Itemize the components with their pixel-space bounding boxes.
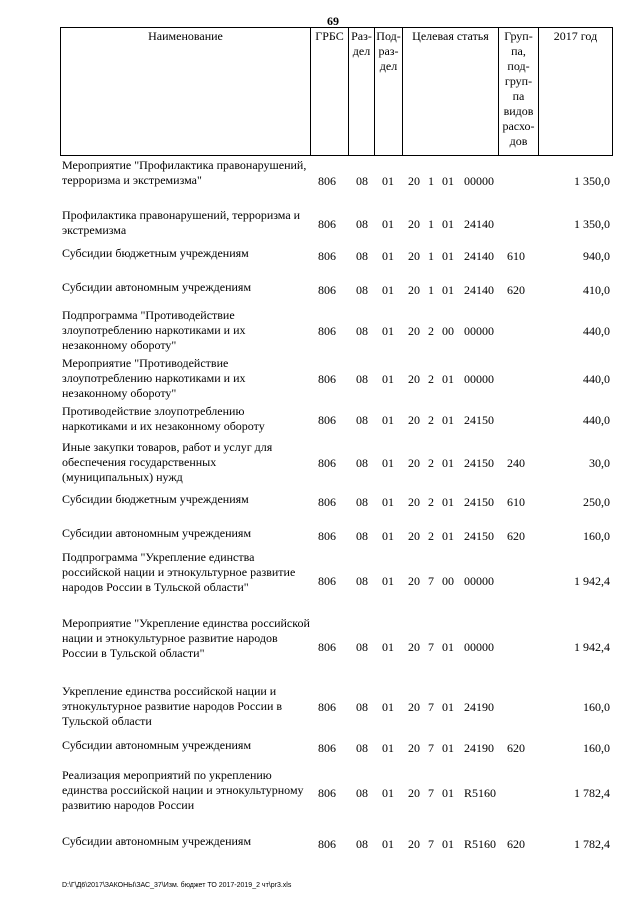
row-measure: 01 (442, 640, 454, 654)
row-measure: 01 (442, 174, 454, 188)
header-year: 2017 год (539, 28, 613, 156)
row-amount: 250,0 (583, 495, 610, 509)
row-grbs: 806 (318, 174, 336, 188)
row-program: 20 (408, 249, 420, 263)
row-expense-type: 620 (507, 837, 525, 851)
header-name: Наименование (61, 28, 311, 156)
row-name: Профилактика правонарушений, терроризма и экстремизма (62, 208, 301, 237)
row-amount: 440,0 (583, 372, 610, 386)
row-name: Противодействие злоупотреблению наркотиками и их незаконному обороту (62, 404, 265, 433)
table-row (60, 404, 616, 436)
row-podrazdel: 01 (382, 372, 394, 386)
row-code: 24150 (464, 413, 494, 427)
row-subprogram: 7 (428, 640, 434, 654)
table-row (60, 208, 616, 240)
row-subprogram: 2 (428, 372, 434, 386)
row-measure: 01 (442, 786, 454, 800)
row-amount: 440,0 (583, 324, 610, 338)
row-grbs: 806 (318, 640, 336, 654)
row-name: Иные закупки товаров, работ и услуг для обеспечения государственных (муниципальных) нужд (62, 440, 273, 484)
row-subprogram: 2 (428, 413, 434, 427)
row-subprogram: 2 (428, 495, 434, 509)
table-row (60, 440, 616, 486)
row-name: Субсидии автономным учреждениям (62, 834, 252, 848)
row-grbs: 806 (318, 495, 336, 509)
row-amount: 160,0 (583, 529, 610, 543)
row-subprogram: 7 (428, 837, 434, 851)
table-row (60, 684, 616, 730)
row-measure: 00 (442, 324, 454, 338)
row-program: 20 (408, 217, 420, 231)
row-program: 20 (408, 640, 420, 654)
row-grbs: 806 (318, 456, 336, 470)
row-expense-type: 620 (507, 529, 525, 543)
row-subprogram: 1 (428, 283, 434, 297)
row-razdel: 08 (356, 372, 368, 386)
row-expense-type: 610 (507, 249, 525, 263)
row-program: 20 (408, 456, 420, 470)
row-name: Субсидии бюджетным учреждениям (62, 492, 249, 506)
row-code: R5160 (464, 837, 497, 851)
row-program: 20 (408, 741, 420, 755)
row-grbs: 806 (318, 283, 336, 297)
table-row (60, 768, 616, 818)
row-name: Реализация мероприятий по укреплению единства российской нации и этнокультурному развитию народов России (62, 768, 304, 812)
row-subprogram: 7 (428, 786, 434, 800)
row-measure: 01 (442, 249, 454, 263)
row-code: 24150 (464, 529, 494, 543)
row-razdel: 08 (356, 786, 368, 800)
row-program: 20 (408, 413, 420, 427)
row-code: 24190 (464, 741, 494, 755)
row-program: 20 (408, 574, 420, 588)
row-measure: 01 (442, 837, 454, 851)
row-name: Субсидии автономным учреждениям (62, 280, 252, 294)
row-podrazdel: 01 (382, 456, 394, 470)
row-amount: 1 350,0 (574, 174, 610, 188)
row-amount: 1 942,4 (574, 574, 610, 588)
row-subprogram: 2 (428, 456, 434, 470)
table-row (60, 616, 616, 678)
row-podrazdel: 01 (382, 324, 394, 338)
table-row (60, 738, 616, 758)
row-subprogram: 2 (428, 529, 434, 543)
row-measure: 01 (442, 283, 454, 297)
row-amount: 1 782,4 (574, 837, 610, 851)
row-grbs: 806 (318, 529, 336, 543)
table-row (60, 246, 616, 266)
row-code: 00000 (464, 372, 494, 386)
row-razdel: 08 (356, 217, 368, 231)
header-razdel: Раз- дел (349, 28, 375, 156)
row-subprogram: 7 (428, 574, 434, 588)
file-path-footer: D:\Г\Д6\2017\ЗАКОНЫ\ЗАС_37\Изм. бюджет ТО 2017-2019_2 чт\pr3.xls (62, 882, 292, 889)
row-grbs: 806 (318, 574, 336, 588)
table-header (60, 27, 613, 156)
row-amount: 410,0 (583, 283, 610, 297)
row-code: 24140 (464, 249, 494, 263)
row-razdel: 08 (356, 283, 368, 297)
row-amount: 940,0 (583, 249, 610, 263)
table-row (60, 158, 616, 204)
row-podrazdel: 01 (382, 413, 394, 427)
row-podrazdel: 01 (382, 249, 394, 263)
table-row (60, 308, 616, 354)
row-measure: 01 (442, 372, 454, 386)
row-podrazdel: 01 (382, 495, 394, 509)
row-podrazdel: 01 (382, 700, 394, 714)
row-razdel: 08 (356, 324, 368, 338)
row-grbs: 806 (318, 741, 336, 755)
row-grbs: 806 (318, 837, 336, 851)
row-measure: 00 (442, 574, 454, 588)
row-amount: 1 782,4 (574, 786, 610, 800)
row-name: Мероприятие "Профилактика правонарушений, терроризма и экстремизма" (62, 158, 307, 187)
row-podrazdel: 01 (382, 741, 394, 755)
header-target: Целевая статья (403, 28, 499, 156)
row-program: 20 (408, 372, 420, 386)
table-row (60, 356, 616, 402)
row-podrazdel: 01 (382, 283, 394, 297)
row-podrazdel: 01 (382, 574, 394, 588)
row-name: Субсидии автономным учреждениям (62, 738, 252, 752)
row-program: 20 (408, 174, 420, 188)
row-program: 20 (408, 837, 420, 851)
row-name: Подпрограмма "Противодействие злоупотреблению наркотиками и их незаконному обороту" (62, 308, 246, 352)
row-grbs: 806 (318, 372, 336, 386)
page-number: 69 (327, 14, 339, 28)
row-program: 20 (408, 324, 420, 338)
row-expense-type: 620 (507, 283, 525, 297)
row-code: R5160 (464, 786, 497, 800)
header-podrazdel: Под- раз- дел (375, 28, 403, 156)
table-row (60, 526, 616, 546)
row-amount: 160,0 (583, 700, 610, 714)
table-row (60, 550, 616, 612)
row-code: 24190 (464, 700, 494, 714)
row-razdel: 08 (356, 495, 368, 509)
row-amount: 30,0 (589, 456, 610, 470)
row-measure: 01 (442, 495, 454, 509)
row-amount: 440,0 (583, 413, 610, 427)
row-grbs: 806 (318, 324, 336, 338)
row-name: Мероприятие "Укрепление единства российской нации и этнокультурное развитие народов России в Тульской области" (62, 616, 310, 660)
row-podrazdel: 01 (382, 217, 394, 231)
row-podrazdel: 01 (382, 640, 394, 654)
row-razdel: 08 (356, 174, 368, 188)
row-razdel: 08 (356, 574, 368, 588)
row-name: Подпрограмма "Укрепление единства российской нации и этнокультурное развитие народов России в Тульской области" (62, 550, 296, 594)
row-name: Укрепление единства российской нации и этнокультурное развитие народов России в Тульской области (62, 684, 283, 728)
table-row (60, 834, 616, 854)
row-podrazdel: 01 (382, 786, 394, 800)
row-podrazdel: 01 (382, 174, 394, 188)
row-subprogram: 1 (428, 217, 434, 231)
row-grbs: 806 (318, 249, 336, 263)
row-subprogram: 7 (428, 741, 434, 755)
row-amount: 1 350,0 (574, 217, 610, 231)
row-measure: 01 (442, 413, 454, 427)
row-name: Субсидии автономным учреждениям (62, 526, 252, 540)
row-razdel: 08 (356, 529, 368, 543)
row-grbs: 806 (318, 786, 336, 800)
row-grbs: 806 (318, 413, 336, 427)
row-program: 20 (408, 700, 420, 714)
row-amount: 1 942,4 (574, 640, 610, 654)
row-measure: 01 (442, 456, 454, 470)
row-subprogram: 1 (428, 174, 434, 188)
row-measure: 01 (442, 529, 454, 543)
row-subprogram: 1 (428, 249, 434, 263)
row-amount: 160,0 (583, 741, 610, 755)
row-code: 00000 (464, 324, 494, 338)
row-razdel: 08 (356, 249, 368, 263)
row-expense-type: 610 (507, 495, 525, 509)
row-program: 20 (408, 529, 420, 543)
row-measure: 01 (442, 217, 454, 231)
row-program: 20 (408, 283, 420, 297)
row-razdel: 08 (356, 700, 368, 714)
header-expense-type: Груп- па, под- груп- па видов расхо- дов (499, 28, 539, 156)
row-razdel: 08 (356, 741, 368, 755)
row-code: 24140 (464, 217, 494, 231)
table-row (60, 280, 616, 300)
row-code: 24150 (464, 495, 494, 509)
table-row (60, 492, 616, 512)
row-code: 24140 (464, 283, 494, 297)
row-expense-type: 240 (507, 456, 525, 470)
row-code: 00000 (464, 640, 494, 654)
row-expense-type: 620 (507, 741, 525, 755)
row-podrazdel: 01 (382, 837, 394, 851)
row-grbs: 806 (318, 217, 336, 231)
row-code: 24150 (464, 456, 494, 470)
row-subprogram: 2 (428, 324, 434, 338)
row-measure: 01 (442, 741, 454, 755)
row-razdel: 08 (356, 413, 368, 427)
row-code: 00000 (464, 574, 494, 588)
row-measure: 01 (442, 700, 454, 714)
row-code: 00000 (464, 174, 494, 188)
row-razdel: 08 (356, 640, 368, 654)
row-razdel: 08 (356, 456, 368, 470)
row-name: Субсидии бюджетным учреждениям (62, 246, 249, 260)
header-grbs: ГРБС (311, 28, 349, 156)
row-program: 20 (408, 786, 420, 800)
row-subprogram: 7 (428, 700, 434, 714)
row-podrazdel: 01 (382, 529, 394, 543)
row-name: Мероприятие "Противодействие злоупотреблению наркотиками и их незаконному обороту" (62, 356, 246, 400)
row-razdel: 08 (356, 837, 368, 851)
row-program: 20 (408, 495, 420, 509)
row-grbs: 806 (318, 700, 336, 714)
